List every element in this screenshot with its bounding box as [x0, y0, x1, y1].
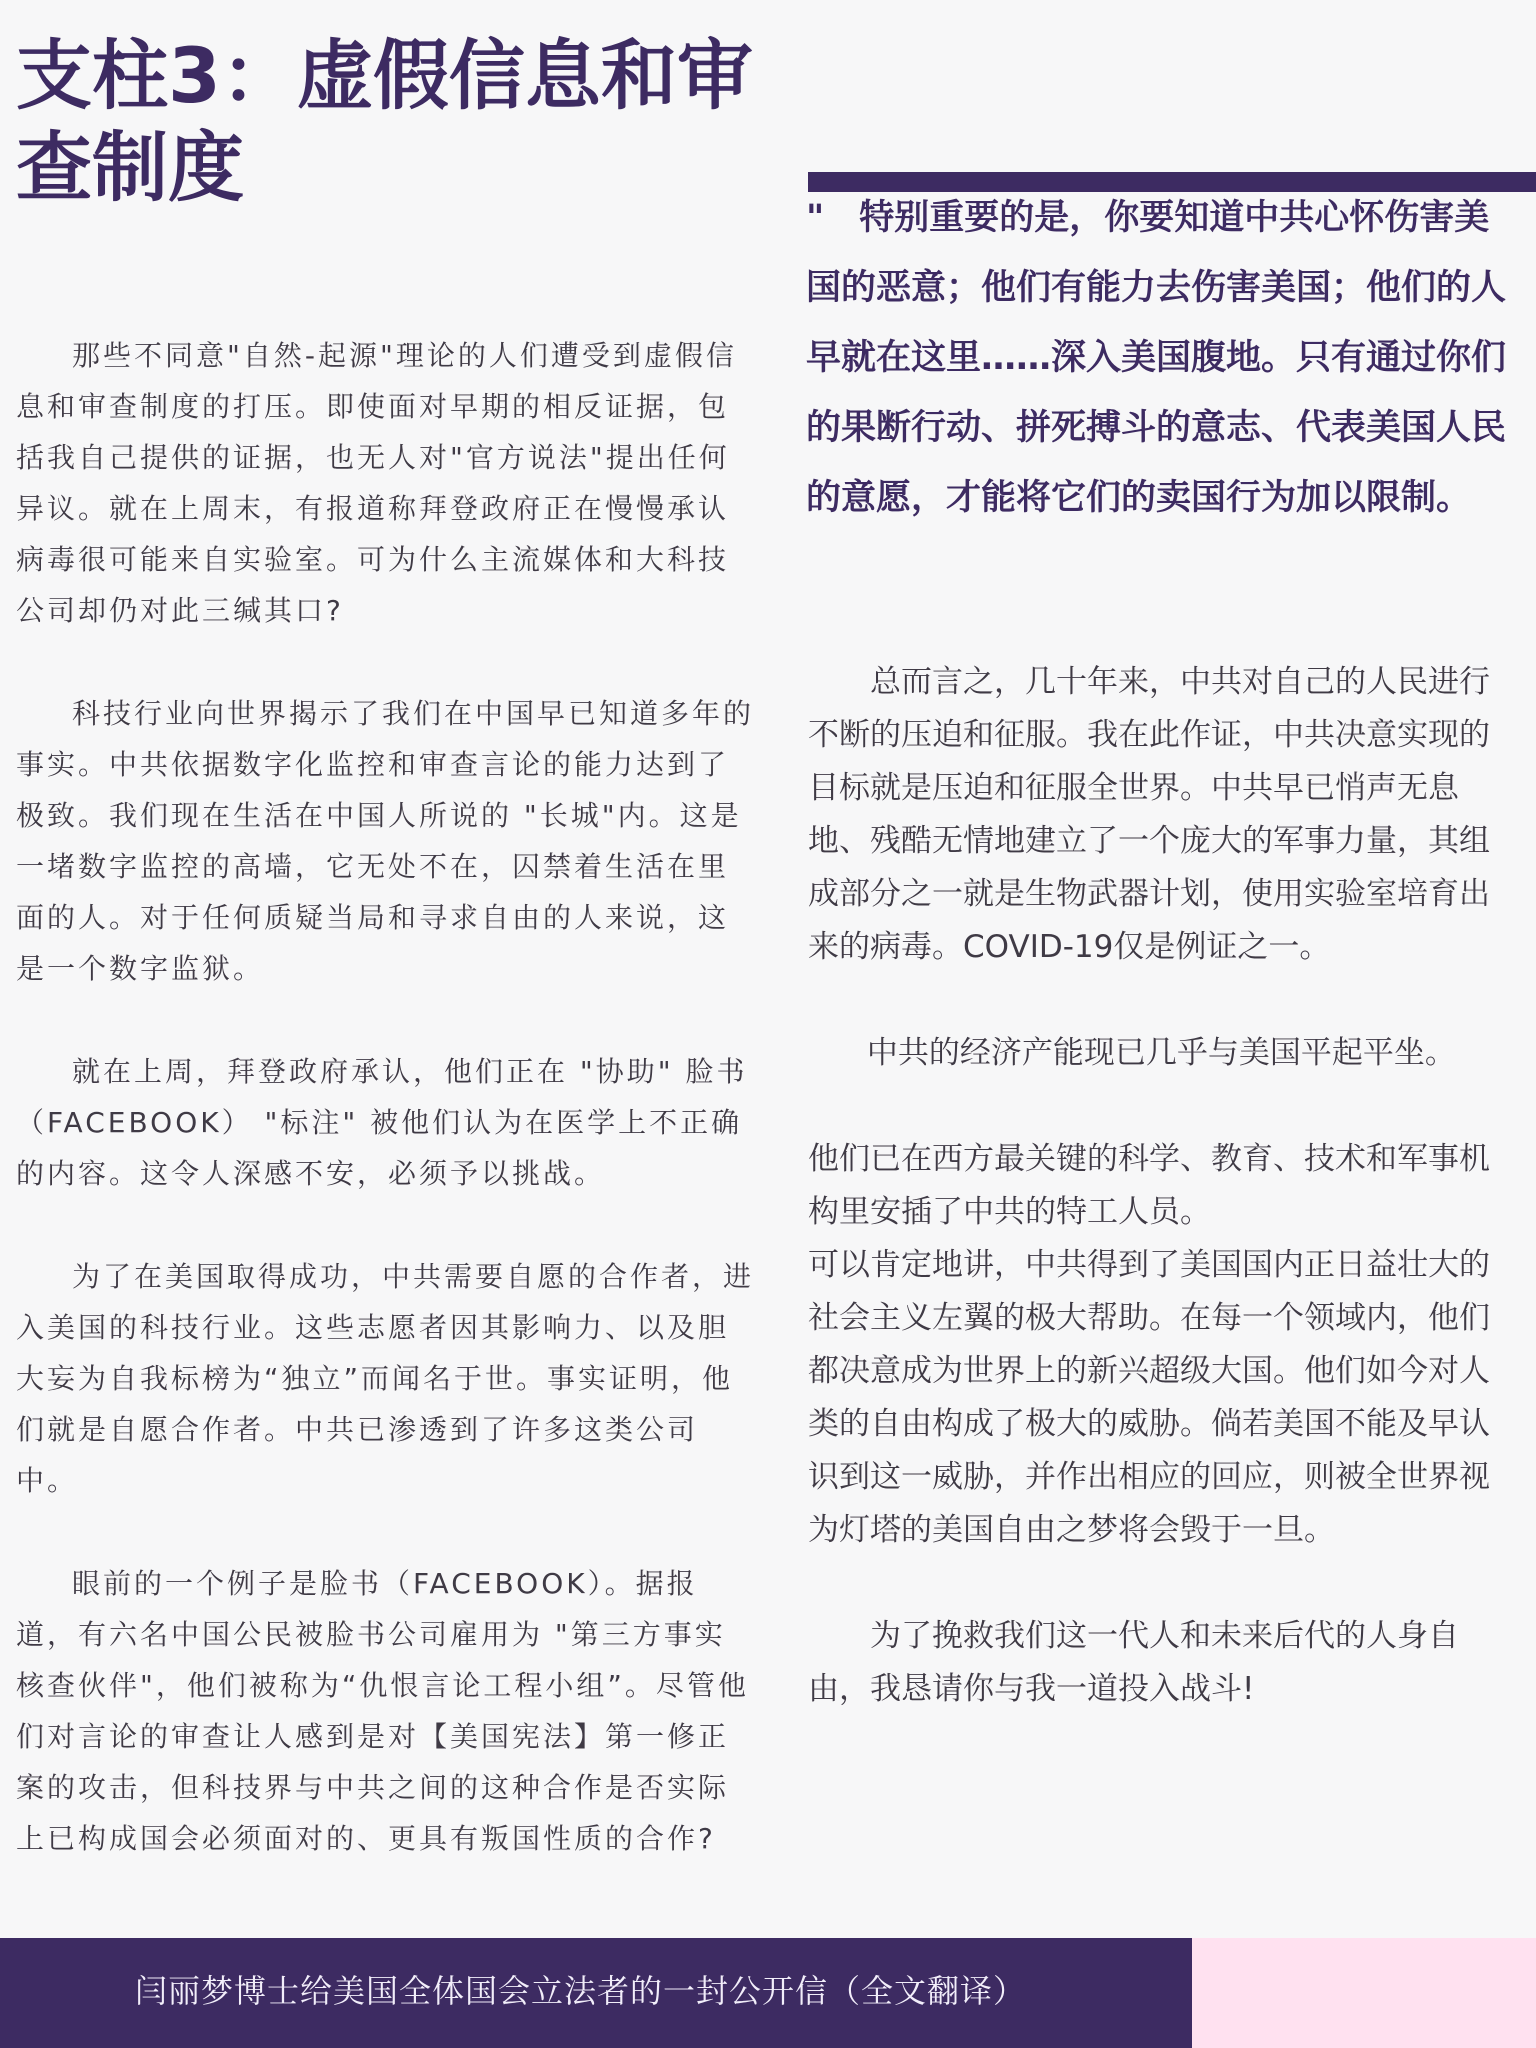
right-column: [808, 656, 1508, 1716]
left-paragraph-3: 就在上周，拜登政府承认，他们正在 "协助" 脸书（FACEBOOK） "标注" 被他们认为在医学上不正确的内容。这令人深感不安，必须予以挑战。: [16, 1055, 748, 1190]
footer-accent-block: [1192, 1938, 1536, 2048]
left-column: [16, 330, 756, 1916]
footer-caption: 闫丽梦博士给美国全体国会立法者的一封公开信（全文翻译）: [135, 1972, 1027, 2010]
left-paragraph-4: 为了在美国取得成功，中共需要自愿的合作者，进入美国的科技行业。这些志愿者因其影响力、以及胆大妄为自我标榜为“独立”而闻名于世。事实证明，他们就是自愿合作者。中共已渗透到了许多这类公司中。: [16, 1260, 755, 1497]
right-paragraph-4: 可以肯定地讲，中共得到了美国国内正日益壮大的社会主义左翼的极大帮助。在每一个领域内，他们都决意成为世界上的新兴超级大国。他们如今对人类的自由构成了极大的威胁。倘若美国不能及早认识到这一威胁，并作出相应的回应，则被全世界视为灯塔的美国自由之梦将会毁于一旦。: [808, 1247, 1490, 1548]
right-paragraph-1: 总而言之，几十年来，中共对自己的人民进行不断的压迫和征服。我在此作证，中共决意实现的目标就是压迫和征服全世界。中共早已悄声无息地、残酷无情地建立了一个庞大的军事力量，其组成部分之一就是生物武器计划，使用实验室培育出来的病毒。COVID-19仅是例证之一。: [808, 664, 1490, 965]
pull-quote: " 特别重要的是，你要知道中共心怀伤害美国的恶意；他们有能力去伤害美国；他们的人早就在这里……深入美国腹地。只有通过你们的果断行动、拼死搏斗的意志、代表美国人民的意愿，才能将它们的卖国行为加以限制。: [806, 198, 1507, 518]
footer-bar: [0, 1938, 1192, 2048]
right-paragraph-3: 他们已在西方最关键的科学、教育、技术和军事机构里安插了中共的特工人员。: [808, 1141, 1490, 1230]
left-paragraph-2: 科技行业向世界揭示了我们在中国早已知道多年的事实。中共依据数字化监控和审查言论的能力达到了极致。我们现在生活在中国人所说的 "长城"内。这是一堵数字监控的高墙，它无处不在，囚禁着生活在里面的人。对于任何质疑当局和寻求自由的人来说，这是一个数字监狱。: [16, 697, 755, 985]
right-paragraph-2: 中共的经济产能现已几乎与美国平起平坐。: [866, 1035, 1456, 1071]
left-paragraph-5: 眼前的一个例子是脸书（FACEBOOK）。据报道，有六名中国公民被脸书公司雇用为 "第三方事实核查伙伴"，他们被称为“仇恨言论工程小组”。尽管他们对言论的审查让人感到是对【美国宪法】第一修正案的攻击，但科技界与中共之间的这种合作是否实际上已构成国会必须面对的、更具有叛国性质的合作?: [16, 1567, 749, 1855]
left-paragraph-1: 那些不同意"自然-起源"理论的人们遭受到虚假信息和审查制度的打压。即使面对早期的相反证据，包括我自己提供的证据，也无人对"官方说法"提出任何异议。就在上周末，有报道称拜登政府正在慢慢承认病毒很可能来自实验室。可为什么主流媒体和大科技公司却仍对此三缄其口?: [16, 339, 737, 627]
page-title: 支柱3：虚假信息和审查制度: [16, 31, 753, 212]
right-paragraph-5: 为了挽救我们这一代人和未来后代的人身自由，我恳请你与我一道投入战斗!: [808, 1618, 1459, 1707]
